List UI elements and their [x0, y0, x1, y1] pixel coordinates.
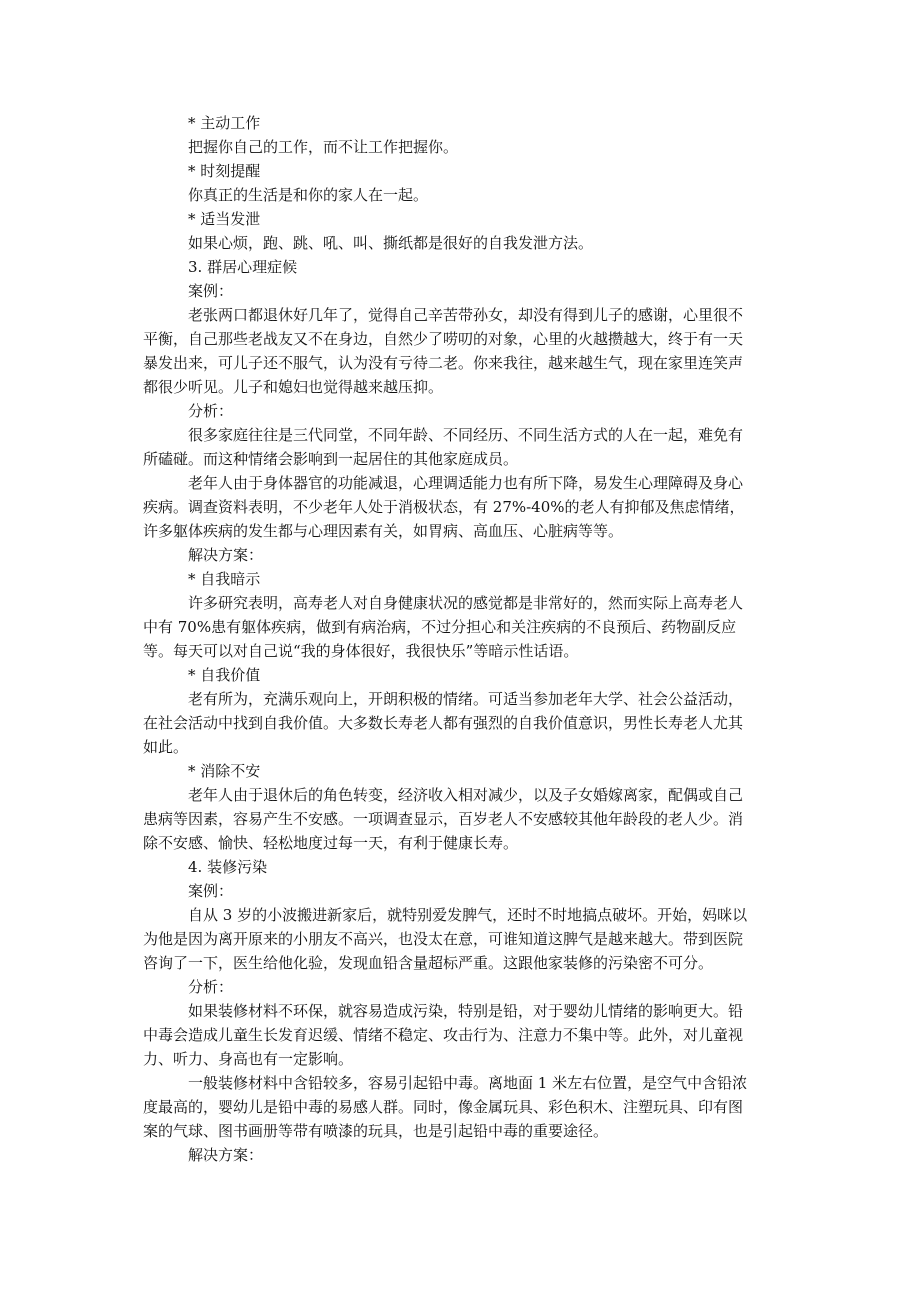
text-line: 在社会活动中找到自我价值。大多数长寿老人都有强烈的自我价值意识，男性长寿老人尤其 — [143, 714, 744, 732]
text-line: * 自我价值 — [188, 666, 261, 684]
text-line: 你真正的生活是和你的家人在一起。 — [188, 186, 429, 204]
text-line: 中有 70%患有躯体疾病，做到有病治病，不过分担心和关注疾病的不良预后、药物副反应 — [143, 618, 737, 636]
text-line: 自从 3 岁的小波搬进新家后，就特别爱发脾气，还时不时地搞点破坏。开始，妈咪以 — [188, 906, 748, 924]
text-line: 3. 群居心理症候 — [188, 258, 298, 276]
text-line: 如果装修材料不环保，就容易造成污染，特别是铅，对于婴幼儿情绪的影响更大。铅 — [188, 1002, 744, 1020]
text-line: 案的气球、图书画册等带有喷漆的玩具，也是引起铅中毒的重要途径。 — [143, 1122, 609, 1140]
text-line: 老年人由于退休后的角色转变，经济收入相对减少，以及子女婚嫁离家，配偶或自己 — [188, 786, 744, 804]
text-line: * 时刻提醒 — [188, 162, 261, 180]
text-line: 咨询了一下，医生给他化验，发现血铅含量超标严重。这跟他家装修的污染密不可分。 — [143, 954, 714, 972]
text-line: 如此。 — [143, 738, 189, 756]
text-line: * 主动工作 — [188, 114, 261, 132]
text-line: 解决方案： — [188, 1146, 264, 1164]
text-line: 疾病。调查资料表明，不少老年人处于消极状态，有 27%-40%的老人有抑郁及焦虑情绪， — [143, 498, 745, 516]
text-line: 等。每天可以对自己说“我的身体很好，我很快乐”等暗示性话语。 — [143, 642, 579, 660]
text-line: 把握你自己的工作，而不让工作把握你。 — [188, 138, 459, 156]
text-line: 一般装修材料中含铅较多，容易引起铅中毒。离地面 1 米左右位置，是空气中含铅浓 — [188, 1074, 748, 1092]
text-line: 平衡，自己那些老战友又不在身边，自然少了唠叨的对象，心里的火越攒越大，终于有一天 — [143, 330, 744, 348]
text-line: 除不安感、愉快、轻松地度过每一天，有利于健康长寿。 — [143, 834, 519, 852]
text-line: 许多研究表明，高寿老人对自身健康状况的感觉都是非常好的，然而实际上高寿老人 — [188, 594, 744, 612]
text-line: 力、听力、身高也有一定影响。 — [143, 1050, 354, 1068]
text-line: 分析： — [188, 402, 234, 420]
document-body — [143, 111, 783, 1167]
text-line: 许多躯体疾病的发生都与心理因素有关，如胃病、高血压、心脏病等等。 — [143, 522, 624, 540]
text-line: 案例： — [188, 282, 234, 300]
text-line: 暴发出来，可儿子还不服气，认为没有亏待二老。你来我往，越来越生气，现在家里连笑声 — [143, 354, 744, 372]
text-line: * 自我暗示 — [188, 570, 261, 588]
text-line: 老有所为，充满乐观向上，开朗积极的情绪。可适当参加老年大学、社会公益活动， — [188, 690, 744, 708]
text-line: 解决方案： — [188, 546, 264, 564]
text-line: 老张两口都退休好几年了，觉得自己辛苦带孙女，却没有得到儿子的感谢，心里很不 — [188, 306, 744, 324]
text-line: * 适当发泄 — [188, 210, 261, 228]
text-line: 为他是因为离开原来的小朋友不高兴，也没太在意，可谁知道这脾气是越来越大。带到医院 — [143, 930, 744, 948]
text-line: 很多家庭往往是三代同堂，不同年龄、不同经历、不同生活方式的人在一起，难免有 — [188, 426, 744, 444]
text-line: 都很少听见。儿子和媳妇也觉得越来越压抑。 — [143, 378, 444, 396]
text-line: 所磕碰。而这种情绪会影响到一起居住的其他家庭成员。 — [143, 450, 519, 468]
text-line: 患病等因素，容易产生不安感。一项调查显示，百岁老人不安感较其他年龄段的老人少。消 — [143, 810, 744, 828]
text-line: 老年人由于身体器官的功能减退，心理调适能力也有所下降，易发生心理障碍及身心 — [188, 474, 744, 492]
text-line: 4. 装修污染 — [188, 858, 268, 876]
text-line: * 消除不安 — [188, 762, 261, 780]
text-line: 如果心烦，跑、跳、吼、叫、撕纸都是很好的自我发泄方法。 — [188, 234, 594, 252]
text-line: 中毒会造成儿童生长发育迟缓、情绪不稳定、攻击行为、注意力不集中等。此外，对儿童视 — [143, 1026, 744, 1044]
text-line: 案例： — [188, 882, 234, 900]
text-line: 分析： — [188, 978, 234, 996]
text-line: 度最高的，婴幼儿是铅中毒的易感人群。同时，像金属玩具、彩色积木、注塑玩具、印有图 — [143, 1098, 744, 1116]
